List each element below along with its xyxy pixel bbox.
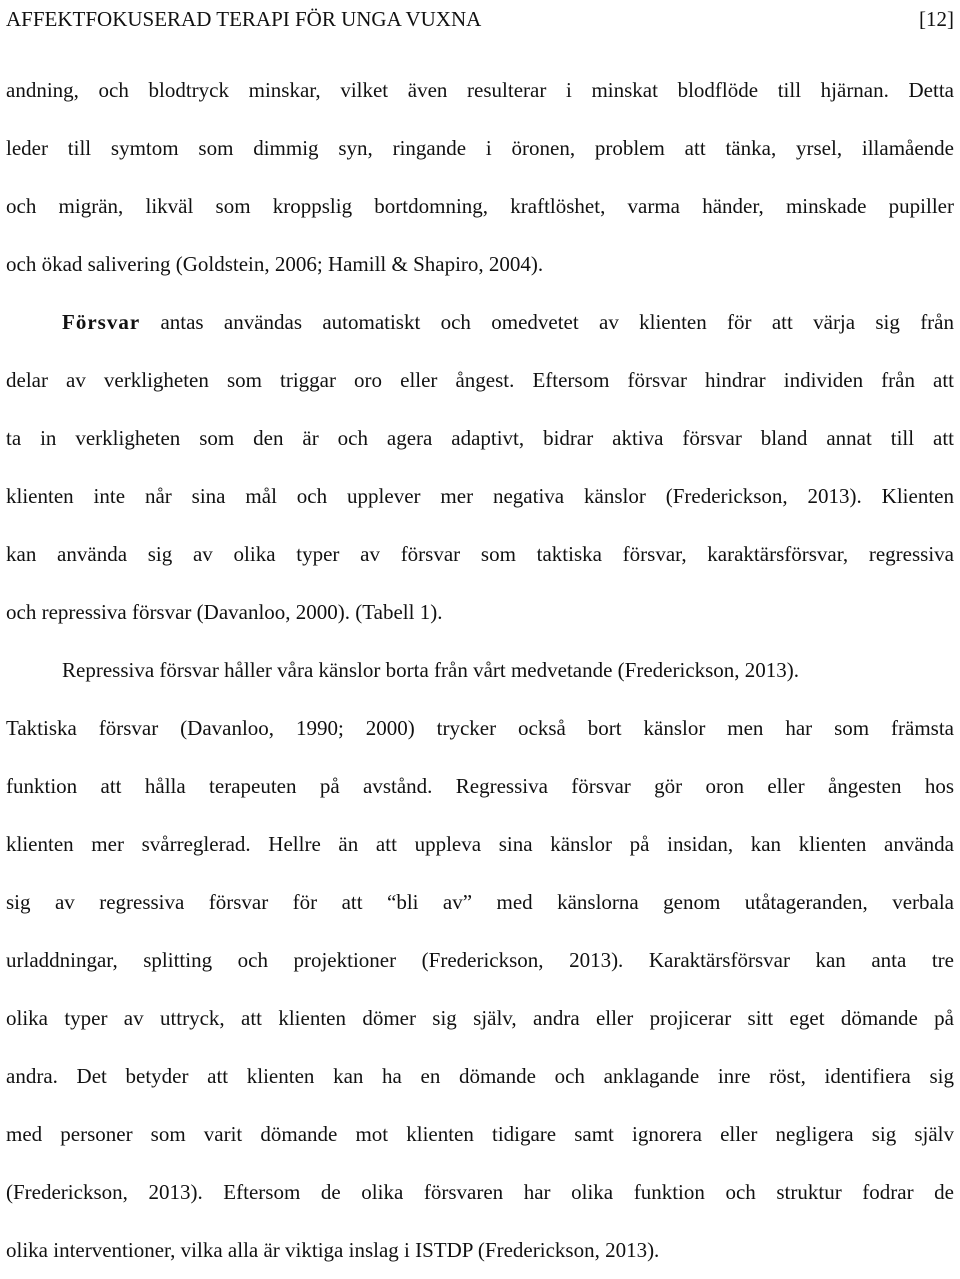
text-line xyxy=(6,293,954,351)
text-line: delar av verkligheten som triggar oro eller ångest. Eftersom försvar hindrar individen från att xyxy=(6,368,954,392)
paragraph-2 xyxy=(6,293,954,641)
text-line: urladdningar, splitting och projektioner (Frederickson, 2013). Karaktärsförsvar kan anta tre xyxy=(6,948,954,972)
page-number: [12] xyxy=(919,7,954,31)
text-line: Taktiska försvar (Davanloo, 1990; 2000) trycker också bort känslor men har som främsta xyxy=(6,716,954,740)
text-fragment: antas användas automatiskt och omedvetet av klienten för att värja sig från xyxy=(140,310,954,334)
text-line: klienten inte når sina mål och upplever mer negativa känslor (Frederickson, 2013). Klienten xyxy=(6,484,954,508)
text-line: kan använda sig av olika typer av försvar som taktiska försvar, karaktärsförsvar, regressiva xyxy=(6,542,954,566)
defined-term: Försvar xyxy=(62,310,141,334)
text-line: (Frederickson, 2013). Eftersom de olika försvaren har olika funktion och struktur fodrar de xyxy=(6,1180,954,1204)
running-header xyxy=(6,5,954,33)
paragraph-1 xyxy=(6,61,954,293)
text-line: funktion att hålla terapeuten på avstånd. Regressiva försvar gör oron eller ångesten hos xyxy=(6,774,954,798)
text-line: Repressiva försvar håller våra känslor borta från vårt medvetande (Frederickson, 2013). xyxy=(62,658,800,682)
header-title: AFFEKTFOKUSERAD TERAPI FÖR UNGA VUXNA xyxy=(6,7,482,31)
text-line: sig av regressiva försvar för att “bli av” med känslorna genom utåtageranden, verbala xyxy=(6,890,954,914)
text-line: och repressiva försvar (Davanloo, 2000). (Tabell 1). xyxy=(6,600,443,624)
paragraph-3 xyxy=(6,641,954,1279)
text-line: leder till symtom som dimmig syn, ringande i öronen, problem att tänka, yrsel, illamående xyxy=(6,136,954,160)
text-line: andra. Det betyder att klienten kan ha en dömande och anklagande inre röst, identifiera sig xyxy=(6,1064,954,1088)
text-line: och ökad salivering (Goldstein, 2006; Hamill & Shapiro, 2004). xyxy=(6,252,544,276)
text-line: andning, och blodtryck minskar, vilket även resulterar i minskat blodflöde till hjärnan. Detta xyxy=(6,78,954,102)
text-line: ta in verkligheten som den är och agera adaptivt, bidrar aktiva försvar bland annat till att xyxy=(6,426,954,450)
text-line: olika interventioner, vilka alla är viktiga inslag i ISTDP (Frederickson, 2013). xyxy=(6,1238,660,1262)
text-line: och migrän, likväl som kroppslig bortdomning, kraftlöshet, varma händer, minskade pupiller xyxy=(6,194,954,218)
text-line: klienten mer svårreglerad. Hellre än att uppleva sina känslor på insidan, kan klienten använda xyxy=(6,832,954,856)
body-text xyxy=(6,61,954,1279)
text-line: olika typer av uttryck, att klienten dömer sig själv, andra eller projicerar sitt eget dömande på xyxy=(6,1006,954,1030)
text-line: med personer som varit dömande mot klienten tidigare samt ignorera eller negligera sig själv xyxy=(6,1122,954,1146)
